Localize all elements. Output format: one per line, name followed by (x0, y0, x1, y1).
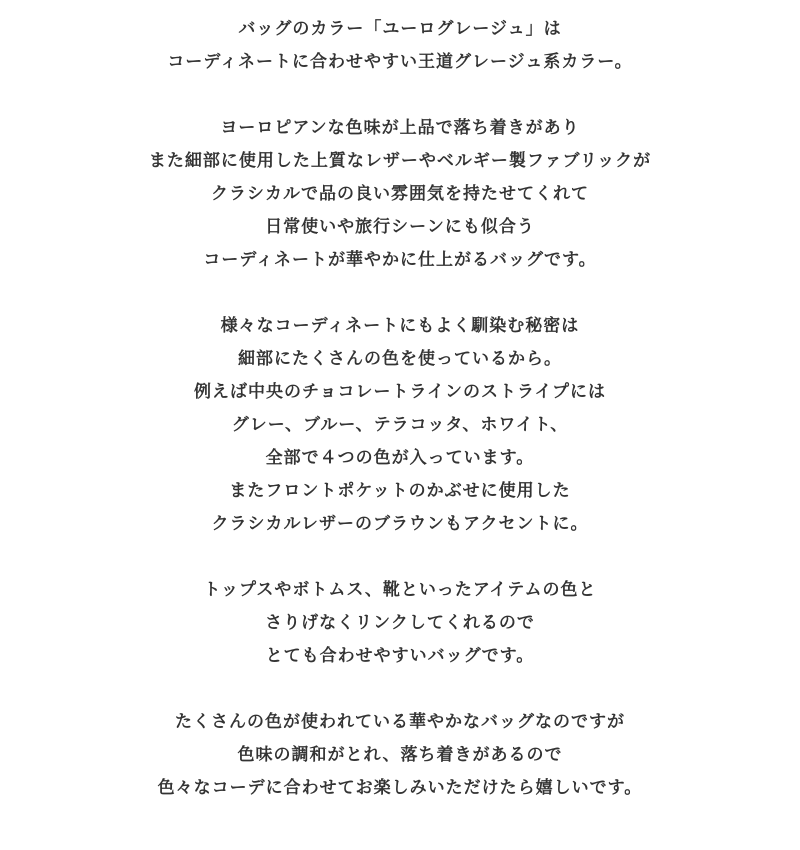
text-line: ヨーロピアンな色味が上品で落ち着きがあり (220, 118, 580, 138)
text-line: 日常使いや旅行シーンにも似合う (265, 217, 535, 237)
text-line: コーディネートが華やかに仕上がるバッグです。 (203, 250, 597, 270)
text-line: たくさんの色が使われている華やかなバッグなのですが (175, 712, 625, 732)
text-line: 色々なコーデに合わせてお楽しみいただけたら嬉しいです。 (157, 778, 643, 798)
text-line: コーディネートに合わせやすい王道グレージュ系カラー。 (167, 52, 633, 72)
text-line: またフロントポケットのかぶせに使用した (229, 481, 571, 501)
text-line: グレー、ブルー、テラコッタ、ホワイト、 (231, 415, 569, 435)
text-line: 様々なコーディネートにもよく馴染む秘密は (220, 316, 580, 336)
text-line: また細部に使用した上質なレザーやベルギー製ファブリックが (148, 151, 652, 171)
text-line: 色味の調和がとれ、落ち着きがあるので (237, 745, 563, 765)
text-line: 全部で４つの色が入っています。 (265, 448, 535, 468)
text-line: 細部にたくさんの色を使っているから。 (238, 349, 562, 369)
text-line: バッグのカラー「ユーログレージュ」は (238, 19, 562, 39)
paragraph-detail-colors (0, 310, 800, 541)
paragraph-coordination (0, 574, 800, 673)
paragraph-material (0, 112, 800, 277)
text-line: クラシカルで品の良い雰囲気を持たせてくれて (211, 184, 589, 204)
paragraph-closing (0, 706, 800, 805)
text-line: さりげなくリンクしてくれるので (265, 613, 535, 633)
text-line: 例えば中央のチョコレートラインのストライプには (194, 382, 606, 402)
paragraph-color-intro (0, 13, 800, 79)
text-line: クラシカルレザーのブラウンもアクセントに。 (211, 514, 589, 534)
text-line: とても合わせやすいバッグです。 (265, 646, 535, 666)
text-line: トップスやボトムス、靴といったアイテムの色と (203, 580, 597, 600)
